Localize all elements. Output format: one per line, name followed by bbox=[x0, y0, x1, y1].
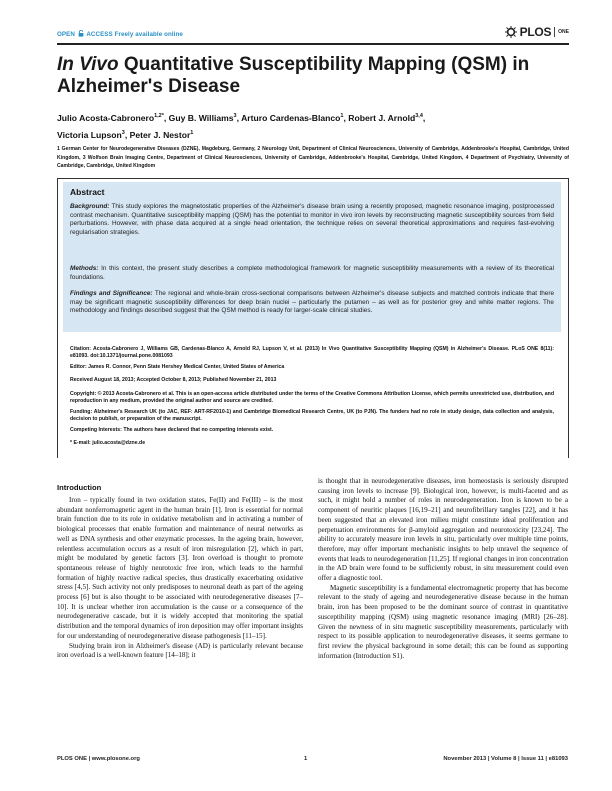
citation: Citation: Acosta-Cabronero J, Williams GB, Cardenas-Blanco A, Arnold RJ, Lupson V, et al. (2013) In Vivo Quantitative Susceptibility Mapping (QSM) in Alzheimer's Disease. PLoS ONE 8(11): e81093. doi:10.1371/journal.pone.0081093 bbox=[70, 346, 554, 360]
footer-issue: November 2013 | Volume 8 | Issue 11 | e81093 bbox=[443, 756, 568, 762]
access-label: ACCESS bbox=[86, 31, 113, 38]
abstract-findings bbox=[70, 290, 554, 316]
page-number: 1 bbox=[304, 756, 308, 762]
open-label: OPEN bbox=[57, 31, 75, 38]
background-text: This study explores the magnetostatic properties of the Alzheimer's disease brain using a recently proposed, magnetic resonance imaging, postprocessed contrast mechanism. Quantitative susceptibility mapping (QSM) has the potential to monitor in vivo iron levels by reconstructing magnetic susceptibility sources from field perturbations. However, with phase data acquired at a single head orientation, the technique relies on several theoretical approximations and requires fast-evolving regularisation strategies. bbox=[70, 203, 554, 237]
abstract-methods bbox=[70, 265, 554, 282]
logo-divider bbox=[554, 27, 555, 37]
findings-label: Findings and Significance: bbox=[70, 290, 153, 297]
editor: Editor: James R. Connor, Penn State Hershey Medical Center, United States of America bbox=[70, 364, 285, 370]
competing-interests: Competing Interests: The authors have declared that no competing interests exist. bbox=[70, 427, 274, 433]
email[interactable]: * E-mail: julio.acosta@dzne.de bbox=[70, 440, 146, 446]
copyright: Copyright: © 2013 Acosta-Cabronero et al. This is an open-access article distributed under the terms of the Creative Commons Attribution License, which permits unrestricted use, distribution, and reproduction in any medium, provided the original author and source are credited. bbox=[70, 391, 554, 405]
author-affil-sup: 3 bbox=[233, 113, 237, 119]
author-affil-sup: 1,2* bbox=[154, 113, 164, 119]
plos-one-logo bbox=[505, 25, 569, 39]
abstract-background bbox=[70, 203, 554, 238]
methods-label: Methods: bbox=[70, 265, 99, 272]
open-access-badge bbox=[57, 30, 183, 38]
author-line-1: Julio Acosta-Cabronero$^{1,2*}$, Guy B. Williams$^3$, Arturo Cardenas-Blanco$^1$, Robert J. Arnold$^{3,4}$, bbox=[57, 112, 426, 123]
open-lock-icon bbox=[78, 30, 84, 37]
author-affil-sup: 3 bbox=[121, 129, 125, 136]
author-name[interactable]: Victoria Lupson bbox=[57, 129, 122, 140]
author-affil-sup: 3,4 bbox=[415, 113, 423, 119]
plos-wordmark: PLOS bbox=[519, 25, 552, 39]
methods-text: In this context, the present study describes a complete methodological framework for magnetic susceptibility measurements with a review of its theoretical foundations. bbox=[70, 265, 554, 281]
author-affil-sup: 1 bbox=[190, 129, 194, 136]
footer-journal[interactable]: PLOS ONE | www.plosone.org bbox=[57, 756, 140, 762]
author-name[interactable]: Guy B. Williams bbox=[168, 112, 234, 123]
header-rule bbox=[57, 43, 569, 45]
freely-available-label: Freely available online bbox=[114, 31, 183, 38]
author-name[interactable]: Peter J. Nestor bbox=[129, 129, 191, 140]
article-title bbox=[57, 54, 569, 98]
received-dates: Received August 18, 2013; Accepted October 8, 2013; Published November 21, 2013 bbox=[70, 377, 277, 383]
author-line-2: Victoria Lupson$^3$, Peter J. Nestor$^1$ bbox=[57, 129, 194, 140]
journal-header bbox=[57, 25, 569, 42]
paragraph: Magnetic susceptibility is a fundamental electromagnetic property that has become relevant to the study of ageing and neurodegenerative disease because in the human brain, iron has been proposed to be the dominant source of contrast in quantitative susceptibility mapping (QSM) using magnetic resonance imaging (MRI) [26–28]. Given the newness of in situ magnetic susceptibility measurements, particularly with respect to its possible application to neurodegenerative diseases, it seems germane to first review the physical background in some detail; this can be found as supporting information (Introduction S1). bbox=[318, 583, 568, 660]
paragraph: is thought that in neurodegenerative diseases, iron homeostasis is seriously disrupted causing iron levels to increase [9]. Biological iron, however, is multi-faceted and as such, it might hold a number of roles in neurodegeneration. Iron is known to be a component of neuritic plaques [16,19–21] and neurofibrillary tangles [22], and it has been suggested that an elevated iron milieu might constitute ideal proliferation and perpetuation environments for β-amyloid aggregation and neurotoxicity [23,24]. The ability to accurately measure iron levels in situ, particularly over multiple time points, therefore, may offer important mechanistic insights to help unravel the sequence of events that leads to neurodegeneration [11,25]. If regional changes in iron concentration in the AD brain were found to be sufficiently robust, in situ measurement could even offer a diagnostic tool. bbox=[318, 477, 568, 583]
author-name[interactable]: Robert J. Arnold bbox=[348, 112, 416, 123]
author-list bbox=[57, 109, 569, 143]
one-wordmark: ONE bbox=[558, 29, 569, 35]
paragraph: Studying brain iron in Alzheimer's disease (AD) is particularly relevant because iron overload is a well-known feature [14–18]; it bbox=[57, 641, 303, 660]
funding: Funding: Alzheimer's Research UK (to JAC, REF: ART-RF2010-1) and Cambridge Biomedical Research Centre, UK (to PJN). The funders had no role in study design, data collection and analysis, decision to publish, or preparation of the manuscript. bbox=[70, 409, 554, 423]
left-column bbox=[57, 496, 303, 661]
introduction-heading: Introduction bbox=[57, 483, 102, 492]
title-italic: In Vivo bbox=[57, 54, 119, 75]
affiliations: 1 German Center for Neurodegenerative Diseases (DZNE), Magdeburg, Germany, 2 Neurology Unit, Department of Clinical Neurosciences, University of Cambridge, Addenbrooke's Hospital, Cambridge, United Kingdom, 3 Wolfson Brain Imaging Centre, Department of Clinical Neurosciences, University of Cambridge, Addenbrooke's Hospital, Cambridge, United Kingdom, 4 Department of Psychiatry, University of Cambridge, Cambridge, United Kingdom bbox=[57, 146, 569, 170]
title-rest: Quantitative Susceptibility Mapping (QSM) in Alzheimer's Disease bbox=[57, 54, 530, 97]
abstract-heading: Abstract bbox=[70, 187, 105, 197]
findings-text: The regional and whole-brain cross-sectional comparisons between Alzheimer's disease subjects and matched controls indicate that there may be significant magnetic susceptibility differences for deep brain nuclei – particularly the putamen – as well as for posterior grey and white matter regions. The methodology and findings described suggest that the QSM method is ready for larger-scale clinical studies. bbox=[70, 290, 555, 315]
paragraph: Iron – typically found in two oxidation states, Fe(II) and Fe(III) – is the most abundant nonferromagnetic agent in the human brain [1]. Iron is essential for normal brain function due to its role in oxidative metabolism and in activating a number of biological processes that enable formation and maintenance of neural networks as well as DNA synthesis and other enzymatic processes. In the ageing brain, however, relentless accumulation occurs as a result of iron misregulation [2], which in part, might be modulated by genetic factors [3]. Iron overload is thought to promote spontaneous release of highly neurotoxic free iron, which leads to the harmful formation of highly reactive radical species, thus drastically exacerbating oxidative stress [4,5]. Such activity not only predisposes to neuronal death as part of the ageing process [6] but is also thought to be associated with neurodegenerative diseases [7–10]. It is unclear whether iron accumulation is the cause or a consequence of the neurodegenerative cascade, but it is widely accepted that monitoring the spatial distribution and the temporal dynamics of iron deposition may offer important insights for our understanding of neurodegenerative disease pathogenesis [11–15]. bbox=[57, 496, 303, 640]
background-label: Background: bbox=[70, 203, 110, 210]
plos-sun-icon bbox=[505, 26, 517, 38]
author-name[interactable]: Julio Acosta-Cabronero bbox=[57, 112, 155, 123]
author-affil-sup: 1 bbox=[340, 113, 344, 119]
author-name[interactable]: Arturo Cardenas-Blanco bbox=[241, 112, 341, 123]
right-column bbox=[318, 477, 568, 661]
